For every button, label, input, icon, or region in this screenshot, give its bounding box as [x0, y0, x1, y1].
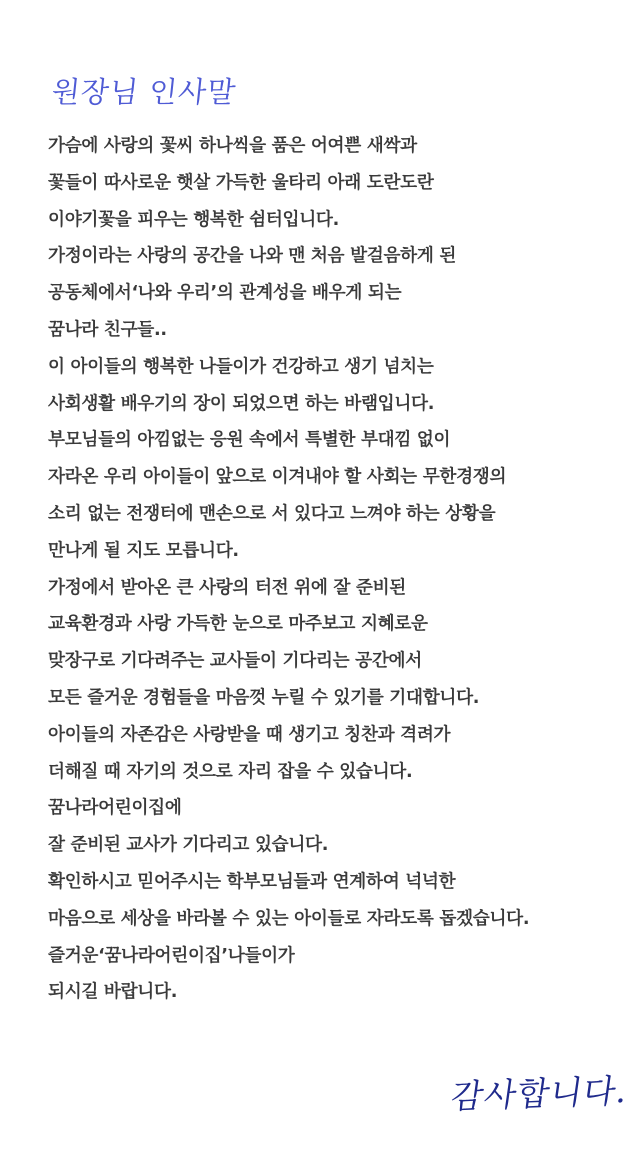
- body-line: 맞장구로 기다려주는 교사들이 기다리는 공간에서: [48, 651, 422, 672]
- body-line: 꿈나라 친구들..: [48, 319, 167, 340]
- body-line: 아이들의 자존감은 사랑받을 때 생기고 칭찬과 격려가: [48, 724, 451, 745]
- body-line: 잘 준비된 교사가 기다리고 있습니다.: [48, 835, 329, 856]
- signature-thanks: 감사합니다.: [448, 1070, 631, 1117]
- page-title: 원장님 인사말: [50, 75, 238, 109]
- body-line: 만나게 될 지도 모릅니다.: [48, 540, 239, 561]
- body-line: 모든 즐거운 경험들을 마음껏 누릴 수 있기를 기대합니다.: [48, 687, 480, 708]
- body-line: 가정에서 받아온 큰 사랑의 터전 위에 잘 준비된: [48, 577, 406, 598]
- body-line: 교육환경과 사랑 가득한 눈으로 마주보고 지혜로운: [48, 614, 428, 635]
- body-line: 마음으로 세상을 바라볼 수 있는 아이들로 자라도록 돕겠습니다.: [48, 908, 530, 929]
- body-line: 이야기꽃을 피우는 행복한 쉼터입니다.: [48, 209, 339, 230]
- body-line: 공동체에서‘나와 우리’의 관계성을 배우게 되는: [48, 283, 402, 304]
- greeting-body: [48, 128, 628, 1011]
- body-line: 소리 없는 전쟁터에 맨손으로 서 있다고 느껴야 하는 상황을: [48, 503, 496, 524]
- body-line: 부모님들의 아낌없는 응원 속에서 특별한 부대낌 없이: [48, 430, 451, 451]
- body-line: 꽃들이 따사로운 햇살 가득한 울타리 아래 도란도란: [48, 172, 434, 193]
- body-line: 더해질 때 자기의 것으로 자리 잡을 수 있습니다.: [48, 761, 413, 782]
- body-line: 꿈나라어린이집에: [48, 798, 182, 819]
- body-line: 이 아이들의 행복한 나들이가 건강하고 생기 넘치는: [48, 356, 434, 377]
- body-line: 사회생활 배우기의 장이 되었으면 하는 바램입니다.: [48, 393, 435, 414]
- body-line: 즐거운‘꿈나라어린이집’나들이가: [48, 945, 295, 966]
- body-line: 되시길 바랍니다.: [48, 982, 178, 1003]
- body-line: 확인하시고 믿어주시는 학부모님들과 연계하여 넉넉한: [48, 871, 456, 892]
- body-line: 가정이라는 사랑의 공간을 나와 맨 처음 발걸음하게 된: [48, 246, 457, 267]
- body-line: 가슴에 사랑의 꽃씨 하나씩을 품은 어여쁜 새싹과: [48, 136, 417, 156]
- body-line: 자라온 우리 아이들이 앞으로 이겨내야 할 사회는 무한경쟁의: [48, 467, 507, 488]
